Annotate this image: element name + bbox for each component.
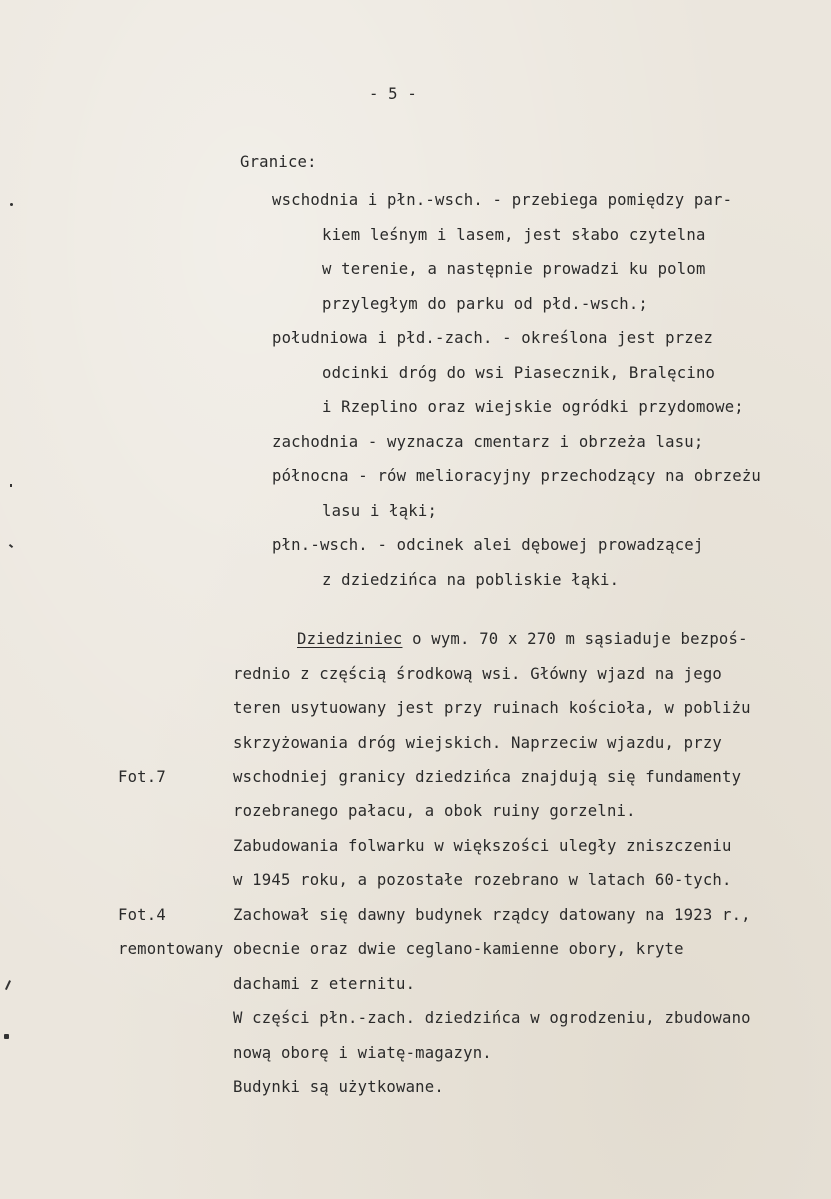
- margin-note: Fot.7: [118, 768, 166, 786]
- boundary-line: w terenie, a następnie prowadzi ku polom: [322, 260, 706, 278]
- courtyard-term: Dziedziniec: [297, 630, 403, 648]
- courtyard-first-line-rest: o wym. 70 x 270 m sąsiaduje bezpoś-: [412, 630, 748, 648]
- section-heading: Granice:: [240, 153, 317, 171]
- scan-mark: [10, 484, 12, 487]
- courtyard-line: skrzyżowania dróg wiejskich. Naprzeciw wjazdu, przy: [233, 734, 722, 752]
- boundary-line: lasu i łąki;: [322, 502, 438, 520]
- courtyard-line: rednio z częścią środkową wsi. Główny wjazd na jego: [233, 665, 722, 683]
- boundary-line: południowa i płd.-zach. - określona jest przez: [272, 329, 714, 347]
- boundary-line: północna - rów melioracyjny przechodzący na obrzeżu: [272, 467, 761, 485]
- margin-note: Fot.4: [118, 906, 166, 924]
- boundary-line: płn.-wsch. - odcinek alei dębowej prowadzącej: [272, 536, 704, 554]
- courtyard-line: remontowany obecnie oraz dwie ceglano-kamienne obory, kryte: [118, 940, 684, 958]
- boundary-line: kiem leśnym i lasem, jest słabo czytelna: [322, 226, 706, 244]
- scan-mark: [9, 544, 13, 548]
- courtyard-line: wschodniej granicy dziedzińca znajdują się fundamenty: [233, 768, 742, 786]
- scan-mark: [4, 1034, 9, 1039]
- boundary-line: zachodnia - wyznacza cmentarz i obrzeża lasu;: [272, 433, 704, 451]
- boundary-line: odcinki dróg do wsi Piasecznik, Bralęcino: [322, 364, 716, 382]
- courtyard-line: Zabudowania folwarku w większości uległy zniszczeniu: [233, 837, 732, 855]
- courtyard-line: Zachował się dawny budynek rządcy datowany na 1923 r.,: [233, 906, 751, 924]
- courtyard-line: teren usytuowany jest przy ruinach kościoła, w pobliżu: [233, 699, 751, 717]
- courtyard-line: dachami z eternitu.: [233, 975, 416, 993]
- page-number: - 5 -: [369, 85, 417, 103]
- courtyard-line: W części płn.-zach. dziedzińca w ogrodzeniu, zbudowano: [233, 1009, 751, 1027]
- scan-mark: [5, 980, 11, 990]
- courtyard-line: nową oborę i wiatę-magazyn.: [233, 1044, 492, 1062]
- boundary-line: przyległym do parku od płd.-wsch.;: [322, 295, 648, 313]
- courtyard-line: rozebranego pałacu, a obok ruiny gorzelni.: [233, 802, 636, 820]
- courtyard-line: w 1945 roku, a pozostałe rozebrano w latach 60-tych.: [233, 871, 732, 889]
- boundary-line: i Rzeplino oraz wiejskie ogródki przydomowe;: [322, 398, 744, 416]
- scan-mark: [10, 203, 13, 206]
- boundary-line: z dziedzińca na pobliskie łąki.: [322, 571, 620, 589]
- courtyard-line: Budynki są użytkowane.: [233, 1078, 444, 1096]
- boundary-line: wschodnia i płn.-wsch. - przebiega pomiędzy par-: [272, 191, 733, 209]
- courtyard-first-line: [297, 629, 748, 649]
